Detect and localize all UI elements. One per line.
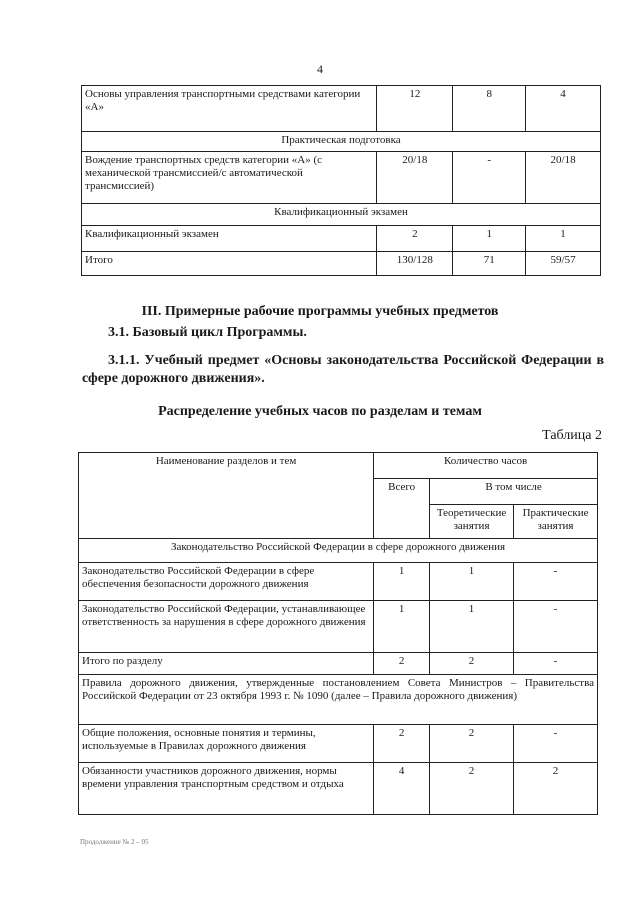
- hours-theory: 2: [430, 653, 514, 675]
- table-row: [79, 563, 598, 601]
- hours-practice: 2: [514, 763, 598, 815]
- table-section-row: [82, 132, 601, 152]
- hours-total: 2: [377, 226, 453, 252]
- hours-theory: 2: [430, 725, 514, 763]
- table-row: [79, 763, 598, 815]
- hours-total: 2: [374, 725, 430, 763]
- topic-name: Законодательство Российской Федерации, устанавливающее ответственность за нарушения в сфере дорожного движения: [79, 601, 374, 653]
- table-header-row: [79, 453, 598, 479]
- section-title: Квалификационный экзамен: [82, 204, 601, 226]
- header-including: В том числе: [430, 479, 598, 505]
- table-section-row: [82, 204, 601, 226]
- hours-theory: 1: [453, 226, 526, 252]
- hours-total: 1: [374, 563, 430, 601]
- topic-name: Вождение транспортных средств категории «А» (с механической трансмиссией/с автоматической трансмиссией): [82, 152, 377, 204]
- table-section-row: [79, 539, 598, 563]
- page-footer: Продолжение № 2 – 05: [80, 838, 149, 846]
- hours-practice: 4: [526, 86, 601, 132]
- table-row: [82, 86, 601, 132]
- hours-total: 12: [377, 86, 453, 132]
- hours-theory: 2: [430, 763, 514, 815]
- topic-name: Основы управления транспортными средствами категории «А»: [82, 86, 377, 132]
- distribution-heading: Распределение учебных часов по разделам и темам: [158, 404, 482, 419]
- topic-name: Итого по разделу: [79, 653, 374, 675]
- section-heading: III. Примерные рабочие программы учебных предметов: [141, 304, 499, 319]
- hours-practice: -: [514, 563, 598, 601]
- curriculum-summary-table: [81, 85, 601, 276]
- topic-name: Обязанности участников дорожного движения, нормы времени управления транспортным средством и отдыха: [79, 763, 374, 815]
- hours-theory: 1: [430, 563, 514, 601]
- hours-theory: 1: [430, 601, 514, 653]
- base-cycle-heading: 3.1. Базовый цикл Программы.: [108, 325, 307, 340]
- hours-total: 2: [374, 653, 430, 675]
- table-section-row: [79, 675, 598, 725]
- hours-practice: -: [514, 653, 598, 675]
- header-theory: Теоретические занятия: [430, 505, 514, 539]
- header-practice: Практические занятия: [514, 505, 598, 539]
- topic-name: Итого: [82, 252, 377, 276]
- hours-total: 4: [374, 763, 430, 815]
- hours-distribution-table: [78, 452, 598, 815]
- header-name: Наименование разделов и тем: [79, 453, 374, 539]
- hours-theory: 8: [453, 86, 526, 132]
- subject-heading: 3.1.1. Учебный предмет «Основы законодательства Российской Федерации в сфере дорожного движения».: [82, 353, 604, 386]
- hours-total: 130/128: [377, 252, 453, 276]
- topic-name: Законодательство Российской Федерации в сфере обеспечения безопасности дорожного движения: [79, 563, 374, 601]
- hours-practice: 59/57: [526, 252, 601, 276]
- hours-practice: -: [514, 725, 598, 763]
- topic-name: Квалификационный экзамен: [82, 226, 377, 252]
- hours-total: 20/18: [377, 152, 453, 204]
- table-row: [79, 653, 598, 675]
- table-row: [79, 725, 598, 763]
- table-row: [82, 226, 601, 252]
- hours-practice: -: [514, 601, 598, 653]
- table-row: [82, 152, 601, 204]
- section-title: Практическая подготовка: [82, 132, 601, 152]
- header-total: Всего: [374, 479, 430, 539]
- hours-theory: -: [453, 152, 526, 204]
- hours-practice: 1: [526, 226, 601, 252]
- table-row: [79, 601, 598, 653]
- table-row: [82, 252, 601, 276]
- topic-name: Общие положения, основные понятия и термины, используемые в Правилах дорожного движения: [79, 725, 374, 763]
- table-label: Таблица 2: [542, 428, 602, 443]
- header-hours: Количество часов: [374, 453, 598, 479]
- section-title: Правила дорожного движения, утвержденные постановлением Совета Министров – Правительства Российской Федерации от 23 октября 1993 г. № 1090 (далее – Правила дорожного движения): [79, 675, 598, 725]
- hours-theory: 71: [453, 252, 526, 276]
- hours-total: 1: [374, 601, 430, 653]
- section-title: Законодательство Российской Федерации в сфере дорожного движения: [79, 539, 598, 563]
- hours-practice: 20/18: [526, 152, 601, 204]
- page-number: 4: [317, 62, 323, 76]
